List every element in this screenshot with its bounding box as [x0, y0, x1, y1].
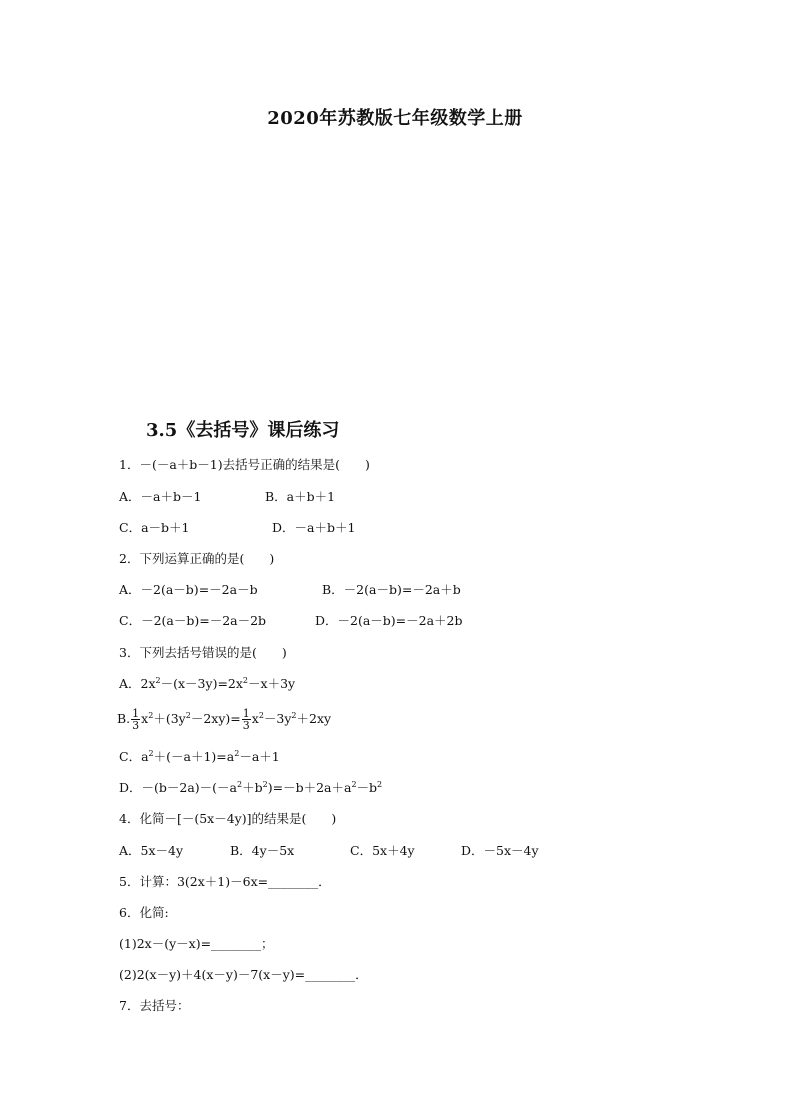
question-1-stem: 1．－(－a＋b－1)去括号正确的结果是( ) [119, 457, 370, 472]
q3d-exp2: 2 [262, 779, 268, 789]
q3b-part2: ＋(3y [153, 711, 186, 726]
q3c-exp1: 2 [148, 748, 154, 758]
question-3-option-a [119, 675, 295, 693]
q3b-part4: x [251, 711, 259, 726]
fraction-one-third [131, 708, 140, 731]
q3b-exp2: 2 [185, 710, 191, 720]
q3d-part2: ＋b [242, 780, 263, 795]
question-7-stem: 7．去括号： [119, 998, 190, 1013]
q3b-part1: x [141, 711, 149, 726]
q3b-part3: －2xy)= [190, 711, 241, 726]
question-4-option-b: B．4y－5x [230, 843, 295, 858]
question-3-option-d [119, 779, 382, 797]
q3b-part5: －3y [263, 711, 292, 726]
q3c-part3: －a＋1 [239, 749, 280, 764]
question-6-part-2: (2)2(x－y)＋4(x－y)－7(x－y)=________． [119, 967, 368, 982]
question-4-option-d: D．－5x－4y [461, 843, 539, 858]
question-3-option-c [119, 748, 280, 766]
q3a-part2: －(x－3y)=2x [160, 676, 243, 691]
q3b-label: B. [117, 711, 131, 726]
q3b-exp3: 2 [258, 710, 264, 720]
q3d-part4: －b [356, 780, 378, 795]
question-4-option-a: A．5x－4y [119, 843, 184, 858]
q3d-exp1: 2 [237, 779, 243, 789]
q3b-part6: ＋2xy [296, 711, 332, 726]
question-2-option-a: A．－2(a－b)=－2a－b [119, 582, 258, 597]
q3a-part1: A．2x [119, 676, 156, 691]
section-heading: 3.5《去括号》课后练习 [146, 420, 340, 441]
question-6-stem: 6．化简: [119, 905, 169, 920]
fraction-numerator-2: 1 [242, 707, 250, 720]
q3c-part2: ＋(－a＋1)=a [153, 749, 235, 764]
q3d-part1: D．－(b－2a)－(－a [119, 780, 238, 795]
q3d-part3: )=－b＋2a＋a [267, 780, 352, 795]
question-2-stem: 2．下列运算正确的是( ) [119, 551, 275, 566]
question-3-stem: 3．下列去括号错误的是( ) [119, 645, 287, 660]
question-4-stem: 4．化简－[－(5x－4y)]的结果是( ) [119, 811, 337, 826]
q3c-exp2: 2 [234, 748, 240, 758]
q3d-exp3: 2 [351, 779, 357, 789]
question-3-option-b [117, 705, 331, 733]
q3a-exp1: 2 [155, 675, 161, 685]
question-6-part-1: (1)2x－(y－x)=________； [119, 936, 274, 951]
q3a-part3: －x＋3y [248, 676, 296, 691]
question-1-option-b: B．a＋b＋1 [265, 489, 336, 504]
question-1-option-c: C．a－b＋1 [119, 520, 190, 535]
question-2-option-d: D．－2(a－b)=－2a＋2b [315, 613, 463, 628]
fraction-denominator-2: 3 [242, 719, 250, 732]
q3a-exp2: 2 [242, 675, 249, 685]
q3b-exp1: 2 [148, 710, 154, 720]
question-2-option-c: C．－2(a－b)=－2a－2b [119, 613, 267, 628]
q3d-exp4: 2 [377, 779, 383, 789]
q3b-exp4: 2 [291, 710, 297, 720]
question-1-option-a: A．－a＋b－1 [119, 489, 202, 504]
fraction-one-third-2 [242, 708, 251, 731]
fraction-numerator: 1 [132, 707, 140, 720]
question-4-option-c: C．5x＋4y [350, 843, 415, 858]
fraction-denominator: 3 [132, 719, 140, 732]
question-5-stem: 5．计算：3(2x＋1)－6x=________． [119, 874, 331, 889]
document-title: 2020年苏教版七年级数学上册 [267, 108, 523, 129]
question-2-option-b: B．－2(a－b)=－2a＋b [322, 582, 461, 597]
question-1-option-d: D．－a＋b＋1 [272, 520, 356, 535]
q3c-part1: C．a [119, 749, 149, 764]
